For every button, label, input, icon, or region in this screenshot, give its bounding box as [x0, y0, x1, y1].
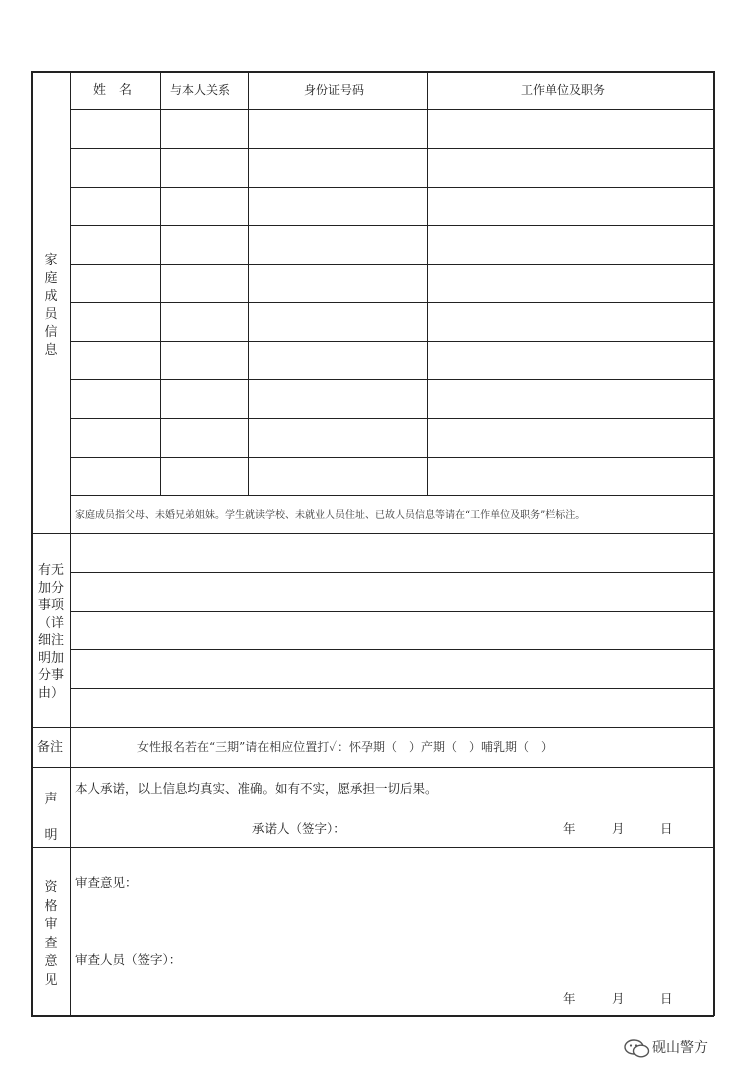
border-top: [31, 71, 714, 73]
header-name: 姓 名: [93, 83, 133, 98]
penalty-row-line: [70, 572, 714, 573]
label-column-divider: [70, 71, 71, 1016]
family-row-line: [70, 225, 714, 226]
penalty-row-line: [70, 611, 714, 612]
section-divider-penalty-end: [31, 727, 714, 728]
header-work-unit: 工作单位及职务: [521, 83, 606, 97]
family-section-label-text: 家庭成员信息: [44, 253, 58, 358]
declaration-year: 年: [563, 821, 576, 836]
family-row-line: [70, 109, 714, 110]
border-bottom: [31, 1015, 714, 1017]
penalty-section-label-text: 有无加分事项（详细注明加分事由）: [37, 563, 64, 701]
family-col-divider-1: [160, 71, 161, 496]
family-row-line: [70, 457, 714, 458]
section-divider-declaration-end: [31, 847, 714, 848]
family-section-label: [42, 252, 60, 360]
family-row-line: [70, 264, 714, 265]
family-col-divider-2: [248, 71, 249, 496]
family-row-line: [70, 418, 714, 419]
penalty-row-line: [70, 649, 714, 650]
header-relation: 与本人关系: [170, 83, 231, 97]
penalty-section-label: [36, 562, 66, 702]
declaration-label-text: 声明: [44, 792, 58, 843]
declaration-label: [42, 782, 60, 854]
review-day: 日: [660, 991, 673, 1006]
review-month: 月: [612, 991, 625, 1006]
border-right: [713, 71, 715, 1016]
section-divider-family-end: [31, 533, 714, 534]
review-year: 年: [563, 991, 576, 1006]
declaration-text: 本人承诺，以上信息均真实、准确。如有不实，愿承担一切后果。: [75, 781, 438, 796]
review-opinion: 审查意见：: [75, 875, 138, 890]
family-row-line: [70, 302, 714, 303]
review-signer: 审查人员（签字）：: [75, 952, 182, 967]
family-row-line: [70, 495, 714, 496]
border-left: [31, 71, 33, 1016]
family-row-line: [70, 148, 714, 149]
wechat-icon: [624, 1039, 650, 1063]
penalty-row-line: [70, 688, 714, 689]
review-label-text: 资格审查意见: [44, 880, 58, 988]
family-row-line: [70, 379, 714, 380]
family-col-divider-3: [427, 71, 428, 496]
declaration-signer: 承诺人（签字）：: [252, 821, 346, 836]
declaration-day: 日: [660, 821, 673, 836]
section-divider-remark-end: [31, 767, 714, 768]
remark-text: 女性报名若在“三期”请在相应位置打✓：怀孕期（ ）产期（ ）哺乳期（ ）: [137, 740, 554, 754]
review-label: [42, 879, 60, 990]
watermark-text: 砚山警方: [652, 1040, 708, 1056]
declaration-month: 月: [612, 821, 625, 836]
family-note: 家庭成员指父母、未婚兄弟姐妹。学生就读学校、未就业人员住址、已故人员信息等请在“工作单位及职务”栏标注。: [75, 510, 586, 521]
family-row-line: [70, 341, 714, 342]
family-row-line: [70, 187, 714, 188]
remark-label: 备注: [37, 740, 64, 755]
header-id-number: 身份证号码: [304, 83, 365, 97]
